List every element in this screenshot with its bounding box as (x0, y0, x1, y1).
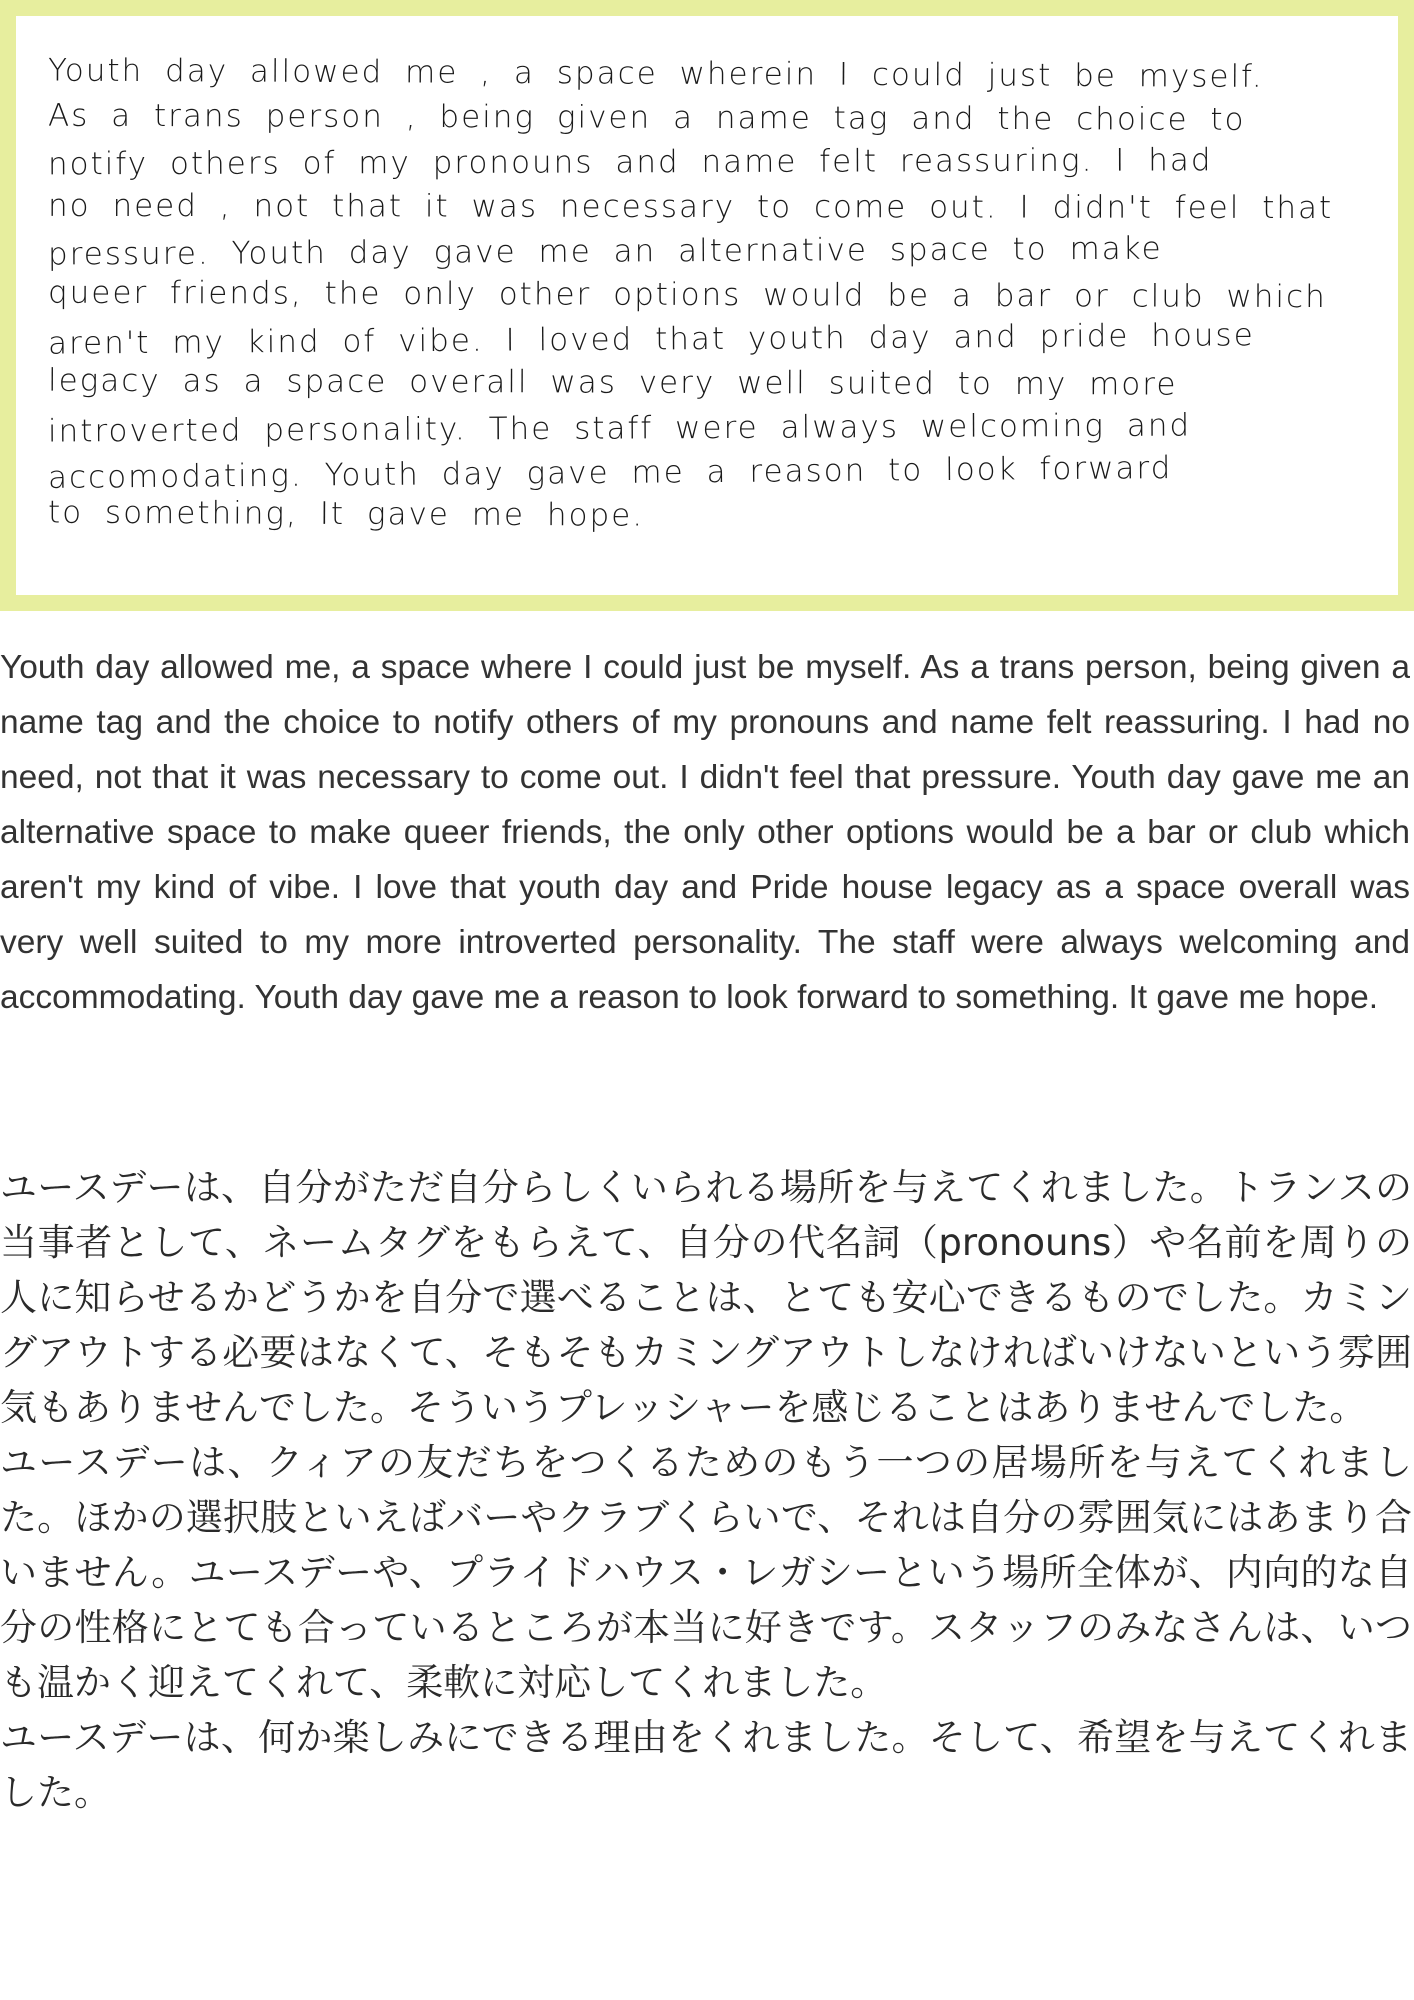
handwritten-line: accomodating. Youth day gave me a reason to look forward (47, 449, 1173, 496)
handwritten-note-card (0, 0, 1414, 611)
handwritten-line: introverted personality. The staff were always welcoming and (47, 407, 1192, 450)
handwritten-line: no need , not that it was necessary to come out. I didn't feel that (47, 187, 1334, 226)
japanese-paragraph: ユースデーは、何か楽しみにできる理由をくれました。そして、希望を与えてくれました。 (0, 1716, 1412, 1814)
japanese-translation (0, 1160, 1412, 1820)
handwritten-line: As a trans person , being given a name tag and the choice to (47, 97, 1246, 139)
japanese-paragraph: ユースデーは、クィアの友だちをつくるためのもう一つの居場所を与えてくれました。ほかの選択肢といえばバーやクラブくらいで、それは自分の雰囲気にはあまり合いません。ユースデーや、プライドハウス・レガシーという場所全体が、内向的な自分の性格にとても合っているところが本当に好きです。スタッフのみなさんは、いつも温かく迎えてくれて、柔軟に対応してくれました。 (0, 1441, 1412, 1704)
handwritten-line: queer friends, the only other options would be a bar or club which (47, 274, 1327, 316)
japanese-paragraph: ユースデーは、自分がただ自分らしくいられる場所を与えてくれました。トランスの当事者として、ネームタグをもらえて、自分の代名詞（pronouns）や名前を周りの人に知らせるかどうかを自分で選べることは、とても安心できるものでした。カミングアウトする必要はなくて、そもそもカミングアウトしなければいけないという雰囲気もありませんでした。そういうプレッシャーを感じることはありませんでした。 (0, 1166, 1412, 1429)
handwritten-note-text (48, 52, 1384, 538)
handwritten-line: Youth day allowed me , a space wherein I could just be myself. (47, 52, 1264, 95)
handwritten-line: pressure. Youth day gave me an alternative space to make (47, 230, 1163, 273)
handwritten-note-paper (16, 16, 1398, 595)
handwritten-line: aren't my kind of vibe. I loved that youth day and pride house (47, 317, 1255, 362)
handwritten-line: to something, It gave me hope. (47, 494, 645, 534)
handwritten-line: legacy as a space overall was very well suited to my more (47, 363, 1178, 404)
english-transcript: Youth day allowed me, a space where I could just be myself. As a trans person, being given a name tag and the choice to notify others of my pronouns and name felt reassuring. I had no need, not that it was necessary to come out. I didn't feel that pressure. Youth day gave me an alternative space to make queer friends, the only other options would be a bar or club which aren't my kind of vibe. I love that youth day and Pride house legacy as a space overall was very well suited to my more introverted personality. The staff were always welcoming and accommodating. Youth day gave me a reason to look forward to something. It gave me hope. (0, 649, 1410, 1016)
handwritten-line: notify others of my pronouns and name felt reassuring. I had (47, 142, 1213, 183)
